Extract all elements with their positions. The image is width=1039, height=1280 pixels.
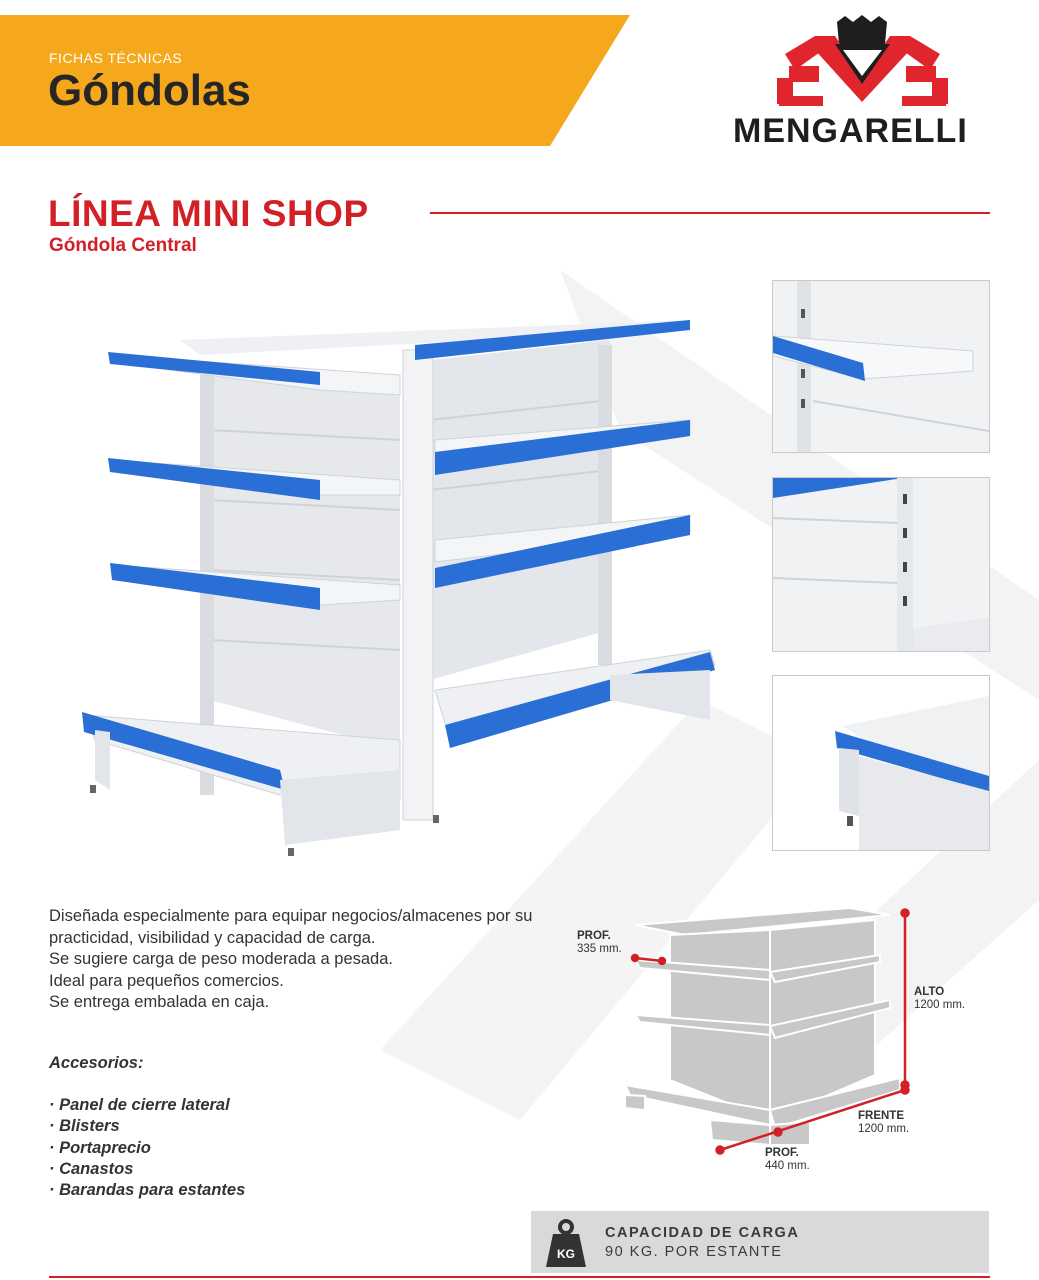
- description-line: Se entrega embalada en caja.: [49, 993, 270, 1011]
- dimension-alto: [914, 986, 965, 1012]
- dimension-prof-bottom: [765, 1147, 810, 1173]
- detail-image-base-shelf: [772, 675, 990, 851]
- accessories-title: Accesorios:: [49, 1054, 144, 1072]
- product-line-title: LÍNEA MINI SHOP: [48, 193, 369, 234]
- weight-kg-icon: [545, 1218, 587, 1268]
- dimension-value: 335 mm.: [577, 943, 622, 955]
- description-line: Diseñada especialmente para equipar negocios/almacenes por su practicidad, visibilidad y capacidad de carga.: [49, 907, 533, 947]
- mengarelli-logo-icon: [775, 14, 950, 110]
- description-line: Se sugiere carga de peso moderada a pesada.: [49, 950, 393, 968]
- dimension-label: ALTO: [914, 986, 945, 998]
- dimension-frente: [858, 1110, 909, 1136]
- accessory-item: · Portaprecio: [49, 1138, 245, 1159]
- description-line: Ideal para pequeños comercios.: [49, 971, 284, 990]
- accessory-item: · Canastos: [49, 1159, 245, 1180]
- banner-subtitle: FICHAS TÉCNICAS: [49, 50, 183, 66]
- capacity-value: 90 KG. POR ESTANTE: [605, 1244, 783, 1260]
- dimension-label: FRENTE: [858, 1110, 904, 1122]
- banner-title: Góndolas: [48, 66, 251, 115]
- bottom-divider: [49, 1276, 990, 1278]
- detail-image-upright-slots: [772, 477, 990, 652]
- weight-icon-text: KG: [557, 1247, 575, 1261]
- gondola-product-image: [70, 300, 730, 870]
- accessory-item: · Panel de cierre lateral: [49, 1095, 245, 1116]
- brand-name: MENGARELLI: [733, 112, 968, 150]
- capacity-panel: [531, 1211, 989, 1273]
- dimension-label: PROF.: [765, 1147, 799, 1159]
- dimension-prof-top: [577, 930, 622, 956]
- accessories-list: [49, 1095, 245, 1201]
- dimension-value: 440 mm.: [765, 1160, 810, 1172]
- accessory-item: · Barandas para estantes: [49, 1180, 245, 1201]
- title-divider: [430, 212, 990, 214]
- product-model-subtitle: Góndola Central: [49, 235, 197, 256]
- dimension-value: 1200 mm.: [914, 999, 966, 1011]
- capacity-title: CAPACIDAD DE CARGA: [605, 1225, 800, 1241]
- accessory-item: · Blisters: [49, 1116, 245, 1137]
- dimension-value: 1200 mm.: [858, 1123, 910, 1135]
- dimension-label: PROF.: [577, 930, 611, 942]
- product-description: [49, 906, 549, 1014]
- detail-image-shelf-bracket: [772, 280, 990, 453]
